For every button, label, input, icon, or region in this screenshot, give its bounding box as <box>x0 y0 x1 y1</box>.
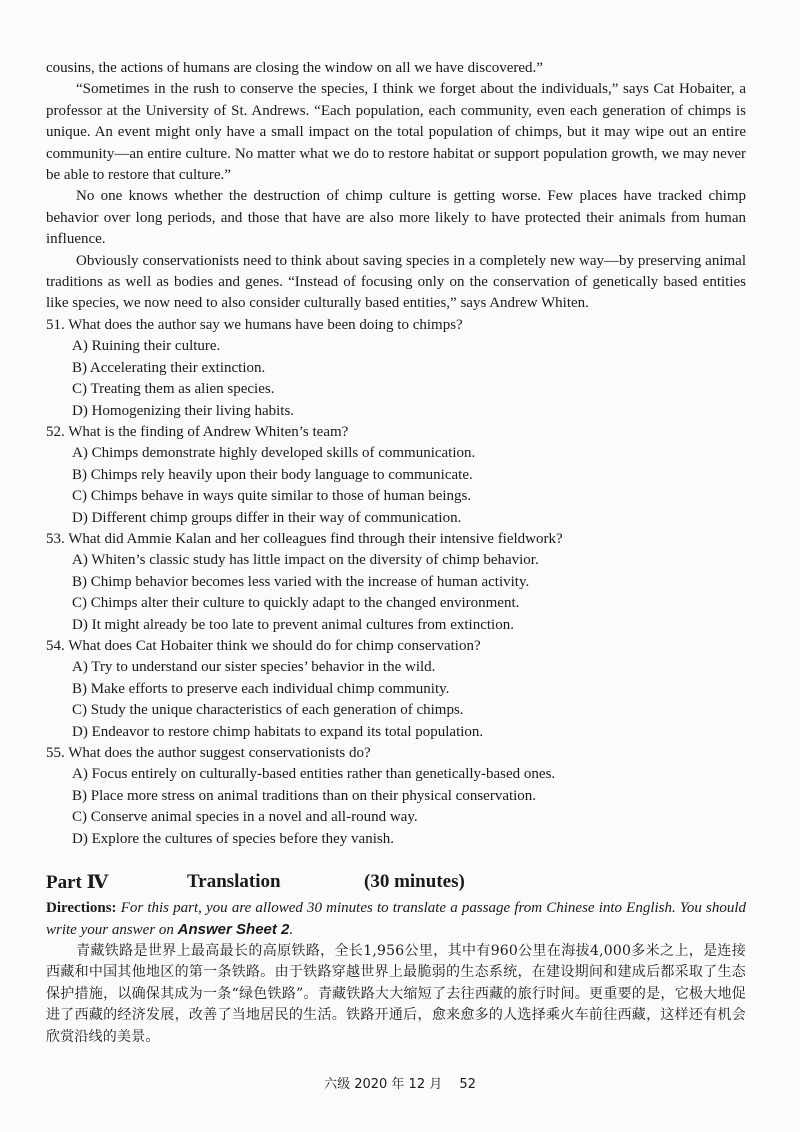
option-a: A) Chimps demonstrate highly developed skills of communication. <box>72 445 476 462</box>
option-d: D) Homogenizing their living habits. <box>72 402 295 419</box>
passage-paragraph-3: No one knows whether the destruction of chimp culture is getting worse. Few places have tracked chimp behavior over long periods, and those that have are also more likely to have protected their animals from human influence. <box>46 188 746 248</box>
option-c: C) Treating them as alien species. <box>72 381 275 398</box>
option-d: D) Endeavor to restore chimp habitats to expand its total population. <box>72 723 484 740</box>
question-51 <box>46 315 746 422</box>
option-d: D) Explore the cultures of species before they vanish. <box>72 830 394 847</box>
passage-paragraph-4: Obviously conservationists need to think about saving species in a completely new way—by preserving animal traditions as well as bodies and genes. “Instead of focusing only on the conservation of genetically based entities like species, we now need to also consider culturally based entities,” says Andrew Whiten. <box>46 252 746 312</box>
directions-label: Directions: <box>46 900 117 916</box>
part-time: (30 minutes) <box>364 871 465 892</box>
option-a: A) Whiten’s classic study has little impact on the diversity of chimp behavior. <box>72 552 539 569</box>
option-c: C) Chimps alter their culture to quickly adapt to the changed environment. <box>72 595 520 612</box>
chinese-passage: 青藏铁路是世界上最高最长的高原铁路，全长1,956公里，其中有960公里在海拔4,000多米之上，是连接西藏和中国其他地区的第一条铁路。由于铁路穿越世界上最脆弱的生态系统，在建设期间和建成后都采取了生态保护措施，以确保其成为一条“绿色铁路”。青藏铁路大大缩短了去往西藏的旅行时间。更重要的是，它极大地促进了西藏的经济发展，改善了当地居民的生活。铁路开通后，愈来愈多的人选择乘火车前往西藏，这样还有机会欣赏沿线的美景。 <box>46 943 746 1045</box>
option-d: D) It might already be too late to prevent animal cultures from extinction. <box>72 616 514 633</box>
directions-end: . <box>289 922 294 939</box>
passage-paragraph-1: cousins, the actions of humans are closing the window on all we have discovered.” <box>46 60 543 76</box>
reading-passage <box>46 58 746 850</box>
option-c: C) Chimps behave in ways quite similar to those of human beings. <box>72 488 472 505</box>
option-b: B) Accelerating their extinction. <box>72 359 266 376</box>
question-52 <box>46 422 746 529</box>
answer-sheet-label: Answer Sheet 2 <box>177 921 290 939</box>
question-stem: 53. What did Ammie Kalan and her colleagues find through their intensive fieldwork? <box>46 530 563 547</box>
question-stem: 51. What does the author say we humans have been doing to chimps? <box>46 316 463 333</box>
option-b: B) Chimp behavior becomes less varied with the increase of human activity. <box>72 573 530 590</box>
option-d: D) Different chimp groups differ in their way of communication. <box>72 509 462 526</box>
option-c: C) Study the unique characteristics of each generation of chimps. <box>72 702 464 719</box>
directions <box>46 898 746 942</box>
question-stem: 54. What does Cat Hobaiter think we should do for chimp conservation? <box>46 637 481 654</box>
option-b: B) Place more stress on animal traditions than on their physical conservation. <box>72 787 537 804</box>
option-a: A) Ruining their culture. <box>72 338 221 355</box>
part-label: Part Ⅳ <box>46 872 109 893</box>
question-stem: 55. What does the author suggest conservationists do? <box>46 745 371 761</box>
passage-paragraph-2: “Sometimes in the rush to conserve the species, I think we forget about the individuals,” says Cat Hobaiter, a professor at the University of St. Andrews. “Each population, each community, even each generation of chimps is unique. An event might only have a small impact on the total population of chimps, but it may wipe out an entire community—an entire culture. No matter what we do to restore habitat or support population growth, we may never be able to restore that culture.” <box>46 81 746 184</box>
option-b: B) Chimps rely heavily upon their body language to communicate. <box>72 466 473 483</box>
question-53 <box>46 529 746 636</box>
question-55 <box>46 743 746 850</box>
question-stem: 52. What is the finding of Andrew Whiten’s team? <box>46 423 349 440</box>
option-a: A) Try to understand our sister species’ behavior in the wild. <box>72 659 436 676</box>
option-c: C) Conserve animal species in a novel and all-round way. <box>72 809 418 826</box>
part-name: Translation <box>187 871 281 892</box>
page-footer: 六级 2020 年 12 月 52 <box>324 1077 476 1092</box>
option-b: B) Make efforts to preserve each individual chimp community. <box>72 680 450 697</box>
directions-text: For this part, you are allowed 30 minutes to translate a passage from Chinese into English. You should write your answer on <box>46 900 747 939</box>
option-a: A) Focus entirely on culturally-based entities rather than genetically-based ones. <box>72 766 556 783</box>
question-54 <box>46 636 746 743</box>
